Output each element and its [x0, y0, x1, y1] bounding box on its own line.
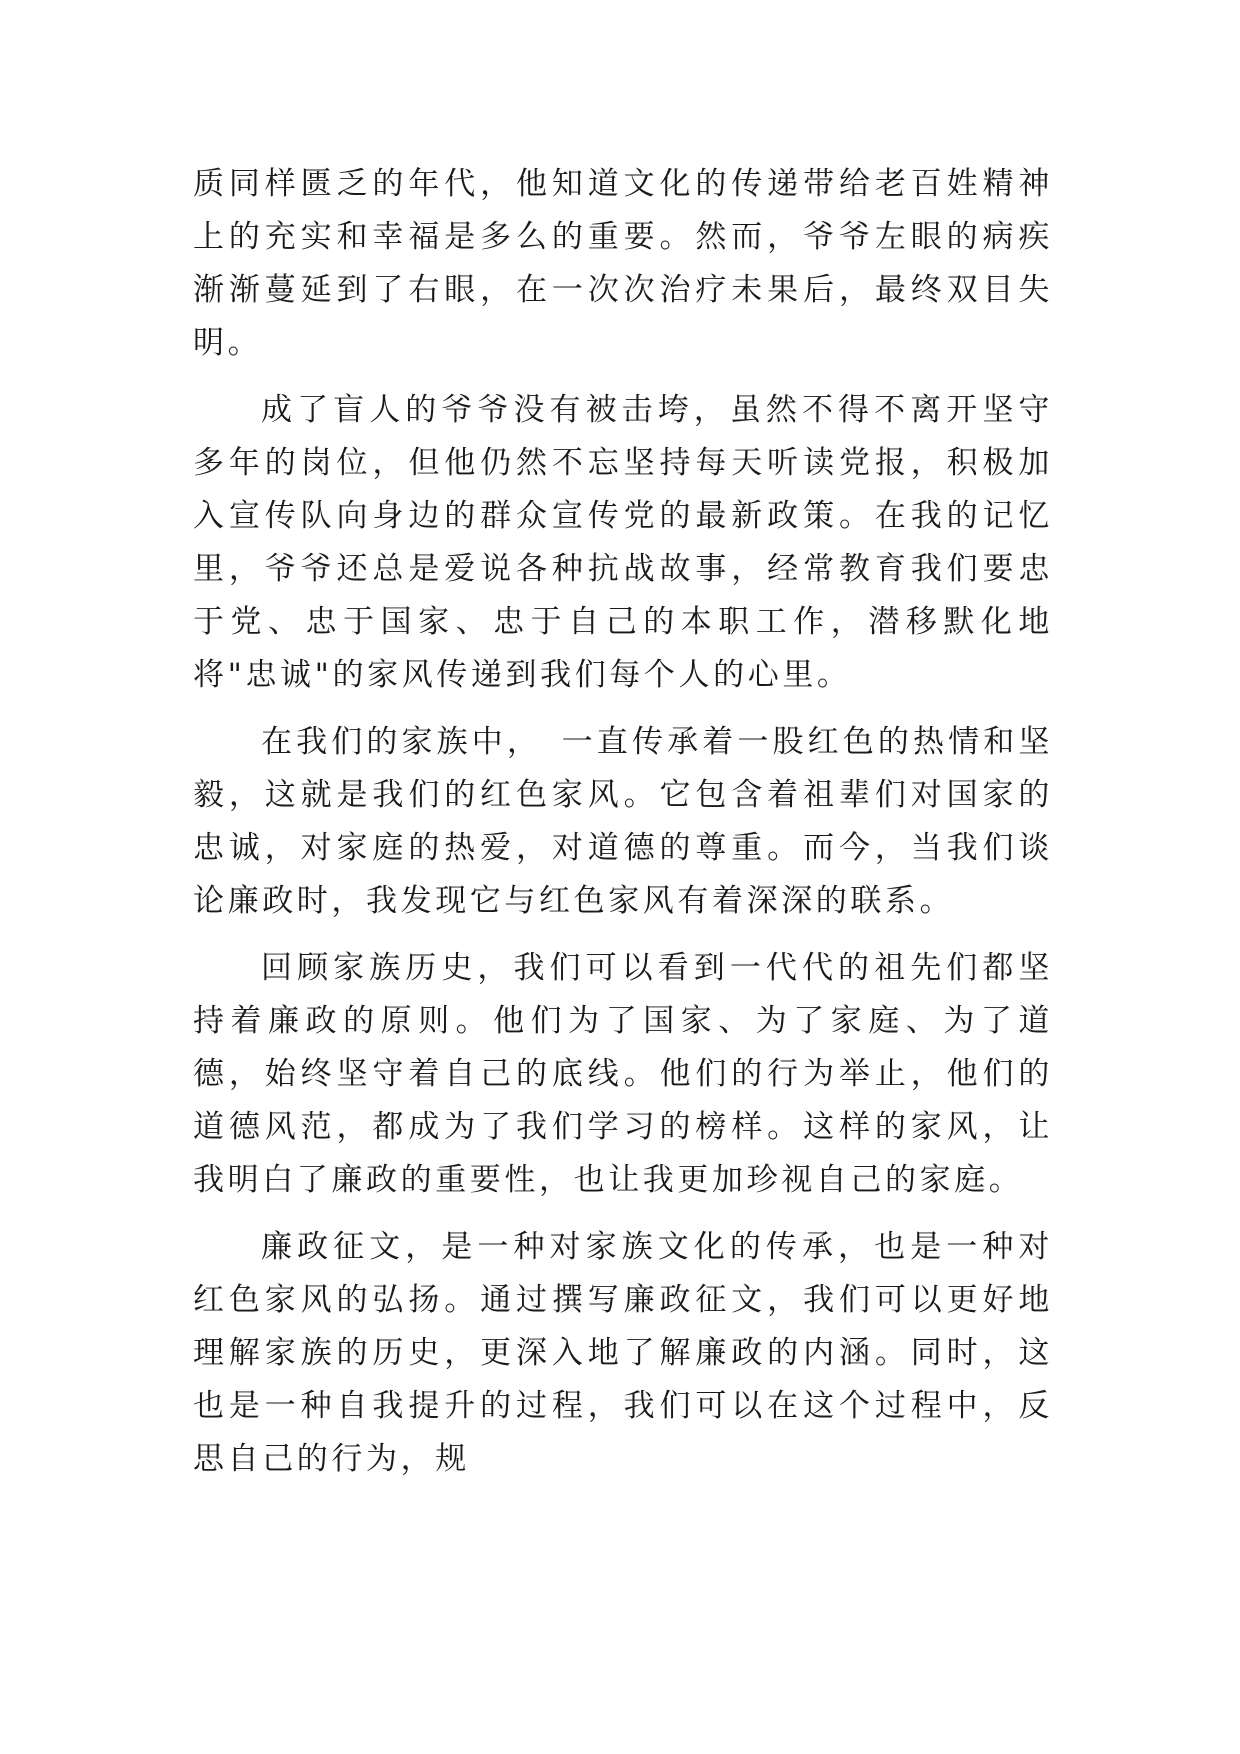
paragraph-4: 回顾家族历史，我们可以看到一代代的祖先们都坚持着廉政的原则。他们为了国家、为了家庭、为了道德，始终坚守着自己的底线。他们的行为举止，他们的道德风范，都成为了我们学习的榜样。这样的家风，让我明白了廉政的重要性，也让我更加珍视自己的家庭。: [193, 950, 1053, 1198]
document-body: [193, 158, 1053, 1500]
paragraph-1: 质同样匮乏的年代，他知道文化的传递带给老百姓精神上的充实和幸福是多么的重要。然而，爷爷左眼的病疾渐渐蔓延到了右眼，在一次次治疗未果后，最终双目失明。: [193, 166, 1053, 361]
paragraph-5: 廉政征文，是一种对家族文化的传承，也是一种对红色家风的弘扬。通过撰写廉政征文，我们可以更好地理解家族的历史，更深入地了解廉政的内涵。同时，这也是一种自我提升的过程，我们可以在这个过程中，反思自己的行为，规: [193, 1229, 1053, 1477]
paragraph-2: 成了盲人的爷爷没有被击垮，虽然不得不离开坚守多年的岗位，但他仍然不忘坚持每天听读党报，积极加入宣传队向身边的群众宣传党的最新政策。在我的记忆里，爷爷还总是爱说各种抗战故事，经常教育我们要忠于党、忠于国家、忠于自己的本职工作，潜移默化地将"忠诚"的家风传递到我们每个人的心里。: [193, 392, 1053, 693]
paragraph-3: 在我们的家族中， 一直传承着一股红色的热情和坚毅，这就是我们的红色家风。它包含着祖辈们对国家的忠诚，对家庭的热爱，对道德的尊重。而今，当我们谈论廉政时，我发现它与红色家风有着深深的联系。: [193, 724, 1053, 919]
